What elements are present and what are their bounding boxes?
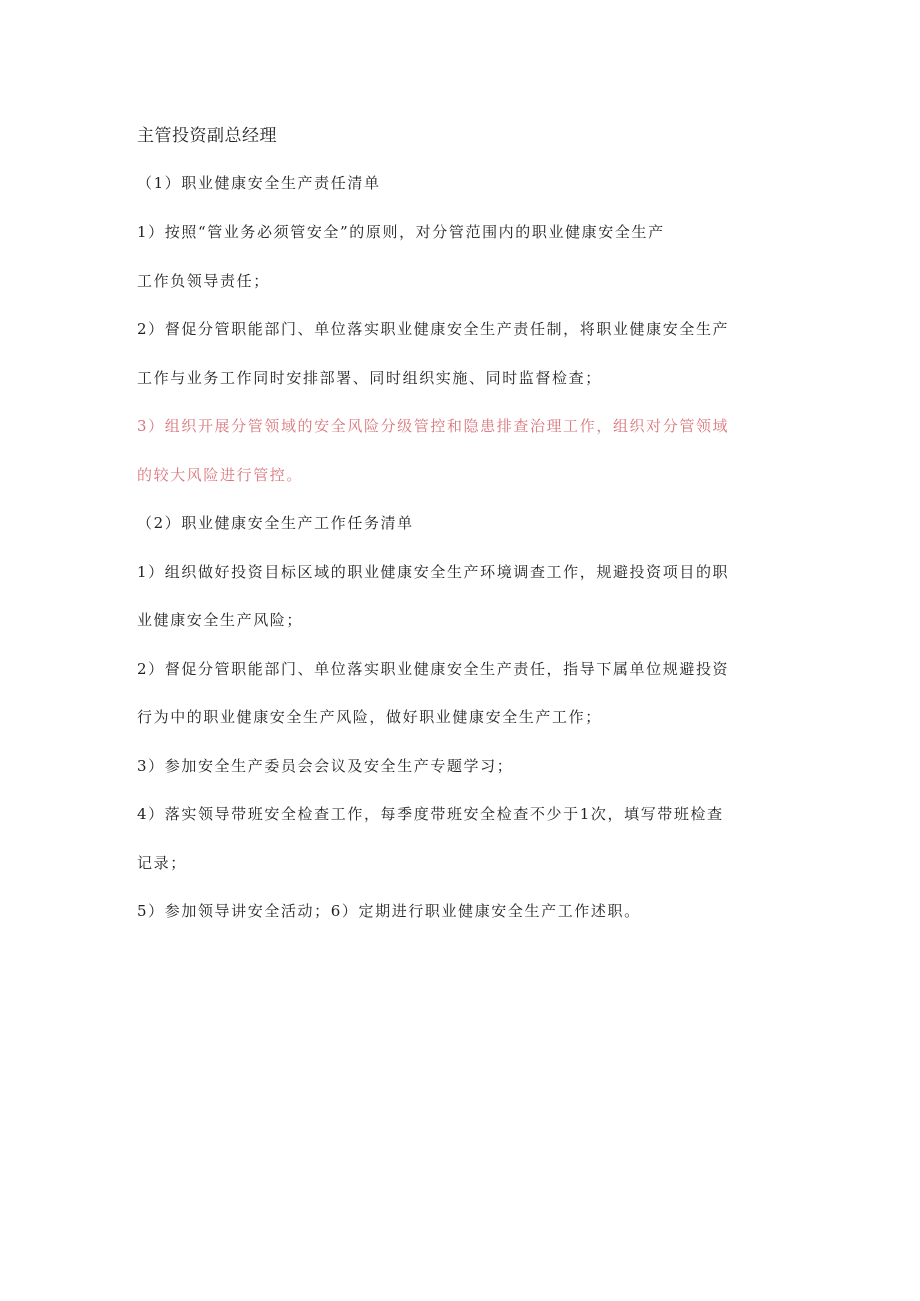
section1-item1-line2: 工作负领导责任； <box>137 272 270 290</box>
section2-item2-line2: 行为中的职业健康安全生产风险，做好职业健康安全生产工作； <box>137 708 602 726</box>
section2-item4-line1: 4）落实领导带班安全检查工作，每季度带班安全检查不少于1次，填写带班检查 <box>137 805 724 823</box>
section1-item2-line1: 2）督促分管职能部门、单位落实职业健康安全生产责任制，将职业健康安全生产 <box>137 320 730 338</box>
section2-heading: （2）职业健康安全生产工作任务清单 <box>137 514 414 532</box>
section2-item2-line1: 2）督促分管职能部门、单位落实职业健康安全生产责任，指导下属单位规避投资 <box>137 660 730 678</box>
section2-item4-line2: 记录； <box>137 854 187 872</box>
section1-item3-line1: 3）组织开展分管领域的安全风险分级管控和隐患排查治理工作，组织对分管领域 <box>137 417 730 435</box>
section1-item3-line2: 的较大风险进行管控。 <box>137 466 304 484</box>
section2-item5: 5）参加领导讲安全活动；6）定期进行职业健康安全生产工作述职。 <box>137 902 641 920</box>
section2-item1-line2: 业健康安全生产风险； <box>137 611 304 629</box>
section2-item3: 3）参加安全生产委员会会议及安全生产专题学习； <box>137 757 514 775</box>
section1-item2-line2: 工作与业务工作同时安排部署、同时组织实施、同时监督检查； <box>137 369 602 387</box>
section2-item1-line1: 1）组织做好投资目标区域的职业健康安全生产环境调查工作，规避投资项目的职 <box>137 563 730 581</box>
section1-item1-line1: 1）按照“管业务必须管安全”的原则，对分管范围内的职业健康安全生产 <box>137 223 665 241</box>
section1-heading: （1）职业健康安全生产责任清单 <box>137 174 381 192</box>
page-title: 主管投资副总经理 <box>137 126 277 146</box>
